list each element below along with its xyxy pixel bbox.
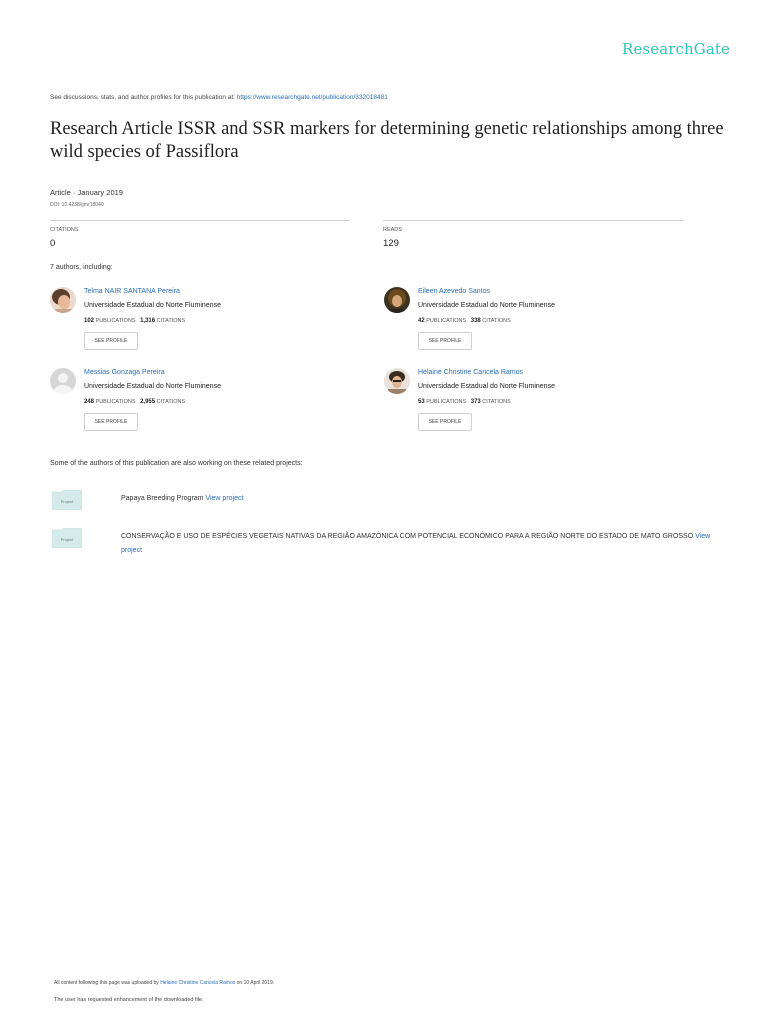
citations-count: 373 [470, 399, 481, 405]
see-profile-button[interactable]: SEE PROFILE [418, 413, 472, 431]
author-stats [418, 399, 511, 405]
see-discussions-line [50, 94, 388, 101]
publications-count: 102 [84, 318, 95, 324]
avatar[interactable] [384, 368, 410, 394]
project-title: Papaya Breeding Program [121, 495, 206, 502]
see-discussions-text: See discussions, stats, and author profiles for this publication at: [50, 94, 237, 101]
author-institution: Universidade Estadual do Norte Fluminense [84, 302, 221, 309]
author-stats [84, 318, 185, 324]
publication-url-link[interactable]: https://www.researchgate.net/publication/332018481 [236, 94, 388, 101]
publications-label: PUBLICATIONS [95, 318, 136, 324]
citations-count: 1,316 [140, 318, 156, 324]
see-profile-button[interactable]: SEE PROFILE [418, 332, 472, 350]
publications-count: 53 [418, 399, 425, 405]
upload-info [54, 980, 274, 986]
publications-label: PUBLICATIONS [426, 318, 467, 324]
author-institution: Universidade Estadual do Norte Fluminense [418, 383, 555, 390]
uploader-link[interactable]: Helaine Christine Cancela Ramos [160, 980, 236, 986]
project-text [121, 530, 711, 558]
researchgate-logo[interactable]: ResearchGate [622, 40, 730, 58]
author-institution: Universidade Estadual do Norte Fluminense [418, 302, 555, 309]
related-projects-heading: Some of the authors of this publication are also working on these related projects: [50, 460, 303, 467]
view-project-link[interactable]: View project [205, 495, 244, 502]
view-project-link[interactable]: View project [121, 533, 711, 554]
author-card [384, 368, 684, 440]
project-icon-label: Project [60, 499, 74, 504]
citations-label: CITATIONS [482, 318, 511, 324]
enhancement-note: The user has requested enhancement of the downloaded file. [54, 997, 204, 1003]
divider-citations [50, 220, 350, 221]
authors-heading: 7 authors, including: [50, 264, 113, 271]
citations-label: CITATIONS [50, 227, 79, 233]
citations-count: 338 [470, 318, 481, 324]
doi: DOI: 10.4238/gmr18040 [50, 202, 104, 208]
upload-prefix: All content following this page was uploaded by [54, 980, 161, 986]
reads-label: READS [383, 227, 402, 233]
article-type-date: Article · January 2019 [50, 188, 123, 197]
author-card [384, 287, 684, 359]
citations-count: 2,955 [140, 399, 156, 405]
project-text [121, 492, 243, 506]
author-name[interactable]: Helaine Christine Cancela Ramos [418, 369, 524, 376]
author-name[interactable]: Eileen Azevedo Santos [418, 288, 490, 295]
author-stats [418, 318, 511, 324]
upload-suffix: on 10 April 2019. [235, 980, 275, 986]
publications-label: PUBLICATIONS [95, 399, 136, 405]
project-icon [52, 490, 82, 510]
avatar[interactable] [50, 368, 76, 394]
publication-title: Research Article ISSR and SSR markers for determining genetic relationships among three wild species of Passiflora [50, 119, 724, 162]
see-profile-button[interactable]: SEE PROFILE [84, 332, 138, 350]
avatar[interactable] [50, 287, 76, 313]
citations-label: CITATIONS [482, 399, 511, 405]
citations-label: CITATIONS [156, 318, 186, 324]
author-name[interactable]: Telma NAIR SANTANA Pereira [84, 288, 180, 295]
author-institution: Universidade Estadual do Norte Fluminense [84, 383, 221, 390]
publications-count: 42 [418, 318, 425, 324]
project-icon-label: Project [60, 537, 74, 542]
avatar[interactable] [384, 287, 410, 313]
author-stats [84, 399, 185, 405]
project-icon [52, 528, 82, 548]
see-profile-button[interactable]: SEE PROFILE [84, 413, 138, 431]
project-title: CONSERVAÇÃO E USO DE ESPÉCIES VEGETAIS NATIVAS DA REGIÃO AMAZÔNICA COM POTENCIAL ECONÔMICO PARA A REGIÃO NORTE DO ESTADO DE MATO GROSSO [121, 533, 696, 540]
author-card [50, 368, 350, 440]
citations-label: CITATIONS [156, 399, 186, 405]
publications-label: PUBLICATIONS [426, 399, 467, 405]
author-card [50, 287, 350, 359]
divider-reads [383, 220, 684, 221]
citations-value: 0 [50, 238, 56, 249]
reads-value: 129 [383, 238, 399, 249]
author-name[interactable]: Messias Gonzaga Pereira [84, 369, 165, 376]
publications-count: 248 [84, 399, 95, 405]
